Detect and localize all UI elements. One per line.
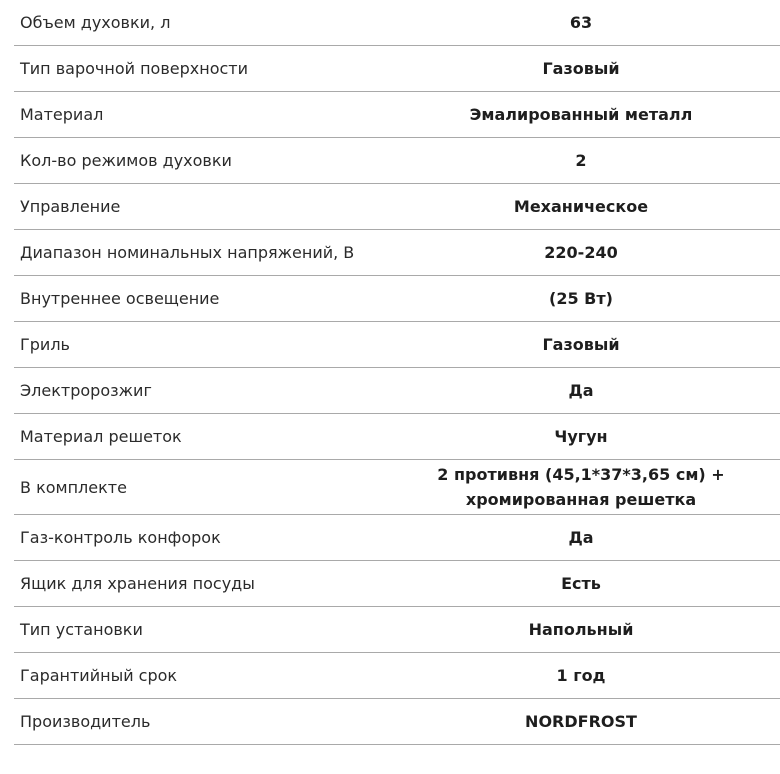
spec-label: Материал решеток: [20, 427, 182, 446]
spec-value: NORDFROST: [525, 712, 637, 731]
specs-table: [14, 0, 780, 745]
spec-label: Электророзжиг: [20, 381, 152, 400]
spec-value: Газовый: [542, 335, 620, 354]
spec-row-grate-material: [14, 414, 780, 460]
spec-row-material: [14, 92, 780, 138]
spec-value: Напольный: [528, 620, 634, 639]
spec-label: Тип установки: [20, 620, 143, 639]
spec-row-gas-control: [14, 515, 780, 561]
spec-row-oven-volume: [14, 0, 780, 46]
spec-value: Газовый: [542, 59, 620, 78]
spec-value: Есть: [561, 574, 601, 593]
spec-label: В комплекте: [20, 477, 127, 497]
spec-label: Объем духовки, л: [20, 13, 171, 32]
spec-label: Управление: [20, 197, 121, 216]
spec-value: Да: [568, 528, 594, 547]
spec-row-lighting: [14, 276, 780, 322]
spec-row-hob-type: [14, 46, 780, 92]
spec-row-ignition: [14, 368, 780, 414]
spec-value: 2 противня (45,1*37*3,65 см) + хромированная решетка: [437, 465, 725, 509]
spec-label: Гарантийный срок: [20, 666, 178, 685]
spec-value: Да: [568, 381, 594, 400]
spec-value: (25 Вт): [549, 289, 613, 308]
spec-row-storage-drawer: [14, 561, 780, 607]
spec-row-control: [14, 184, 780, 230]
spec-row-voltage: [14, 230, 780, 276]
spec-value: 1 год: [556, 666, 606, 685]
spec-row-manufacturer: [14, 699, 780, 745]
spec-value: Чугун: [554, 427, 608, 446]
spec-value: 2: [575, 151, 587, 170]
spec-value: 63: [569, 13, 593, 32]
spec-row-oven-modes: [14, 138, 780, 184]
spec-label: Производитель: [20, 712, 151, 731]
spec-label: Ящик для хранения посуды: [20, 574, 255, 593]
spec-value: Эмалированный металл: [469, 105, 693, 124]
spec-label: Материал: [20, 105, 104, 124]
spec-row-warranty: [14, 653, 780, 699]
spec-label: Кол-во режимов духовки: [20, 151, 232, 170]
spec-value: 220-240: [544, 243, 618, 262]
spec-label: Внутреннее освещение: [20, 289, 220, 308]
spec-row-installation-type: [14, 607, 780, 653]
spec-label: Диапазон номинальных напряжений, В: [20, 243, 355, 262]
spec-row-grill: [14, 322, 780, 368]
spec-row-included: [14, 460, 780, 515]
spec-label: Тип варочной поверхности: [20, 59, 248, 78]
spec-label: Гриль: [20, 335, 70, 354]
spec-value: Механическое: [513, 197, 649, 216]
spec-label: Газ-контроль конфорок: [20, 528, 221, 547]
